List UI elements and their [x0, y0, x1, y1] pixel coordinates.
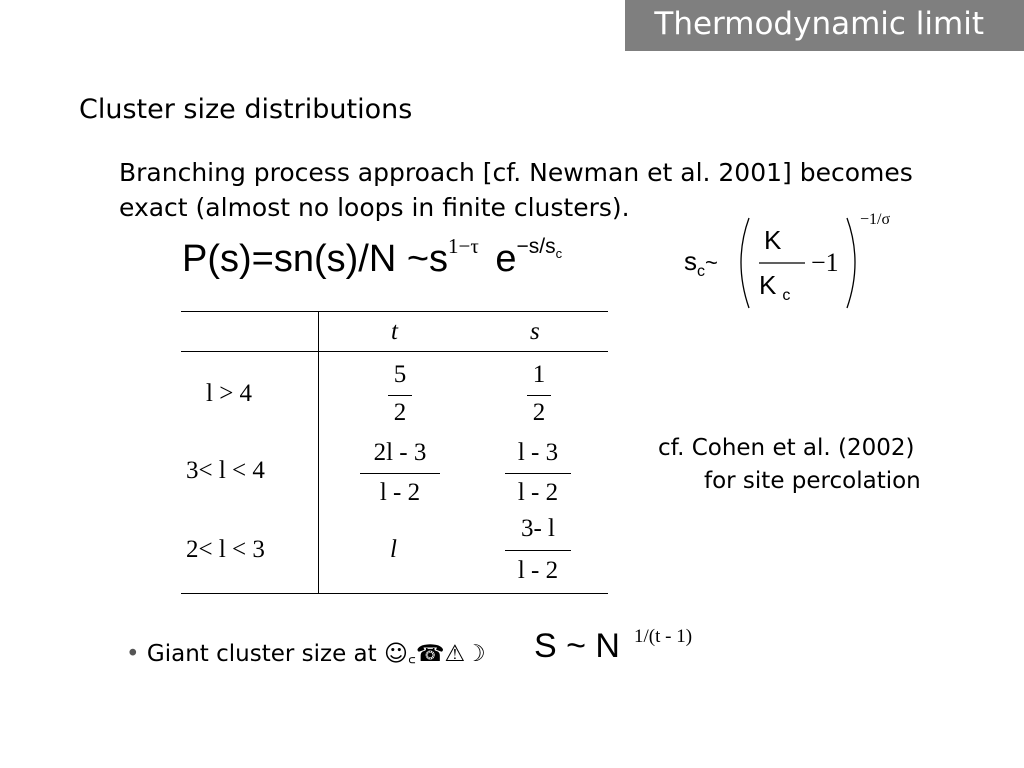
- note-line-1: cf. Cohen et al. (2002): [658, 435, 915, 461]
- note-line-2: for site percolation: [704, 468, 921, 494]
- table-header-t: t: [391, 318, 398, 345]
- table-row-3-t: l: [390, 536, 397, 563]
- table-row-1-t: 5 2: [388, 361, 412, 431]
- section-heading: Cluster size distributions: [79, 94, 413, 125]
- table-header-s: s: [530, 318, 540, 345]
- table-top-rule: [181, 311, 608, 312]
- bullet-formula-exponent: 1/(t - 1): [634, 626, 693, 647]
- sc-formula-parens: [735, 214, 875, 314]
- sc-formula-exponent: −1/σ: [860, 211, 891, 228]
- main-formula: [182, 234, 563, 281]
- main-formula-exp2: −s/sc: [516, 235, 563, 262]
- table-row-3-condition: 2< l < 3: [186, 536, 265, 563]
- main-formula-exp1: 1−τ: [448, 234, 479, 259]
- table-bottom-rule: [181, 593, 608, 594]
- table-row-1-s: 1 2: [527, 361, 551, 431]
- intro-line-1: Branching process approach [cf. Newman et al. 2001] becomes: [119, 158, 913, 187]
- sc-formula-minus-one: −1: [811, 248, 839, 277]
- title-bar: [625, 0, 1024, 51]
- intro-line-2: exact (almost no loops in finite clusters).: [119, 193, 630, 222]
- bullet-formula: S ~ N: [534, 627, 620, 665]
- main-formula-lhs: P(s)=sn(s)/N ~s: [182, 238, 449, 280]
- table-row-3-s: 3- l l - 2: [505, 515, 571, 587]
- bullet-item: [126, 636, 486, 668]
- table-row-2-t: 2l - 3 l - 2: [360, 439, 440, 509]
- main-formula-exp-base: e: [495, 238, 517, 280]
- table-row-2-condition: 3< l < 4: [186, 457, 265, 484]
- slide-title: Thermodynamic limit: [654, 6, 984, 42]
- table-column-rule: [318, 311, 319, 593]
- sc-formula-num: K: [764, 225, 782, 255]
- bullet-text: Giant cluster size at ☺꜀☎⚠☽: [146, 641, 486, 667]
- table-row-1-condition: l > 4: [206, 380, 253, 407]
- sc-formula-den: K $_c$: [759, 270, 791, 305]
- bullet-marker: •: [126, 641, 140, 667]
- sc-formula-lhs: $s_c\sim$: [684, 246, 718, 281]
- table-row-2-s: l - 3 l - 2: [505, 439, 571, 509]
- table-header-rule: [181, 351, 608, 352]
